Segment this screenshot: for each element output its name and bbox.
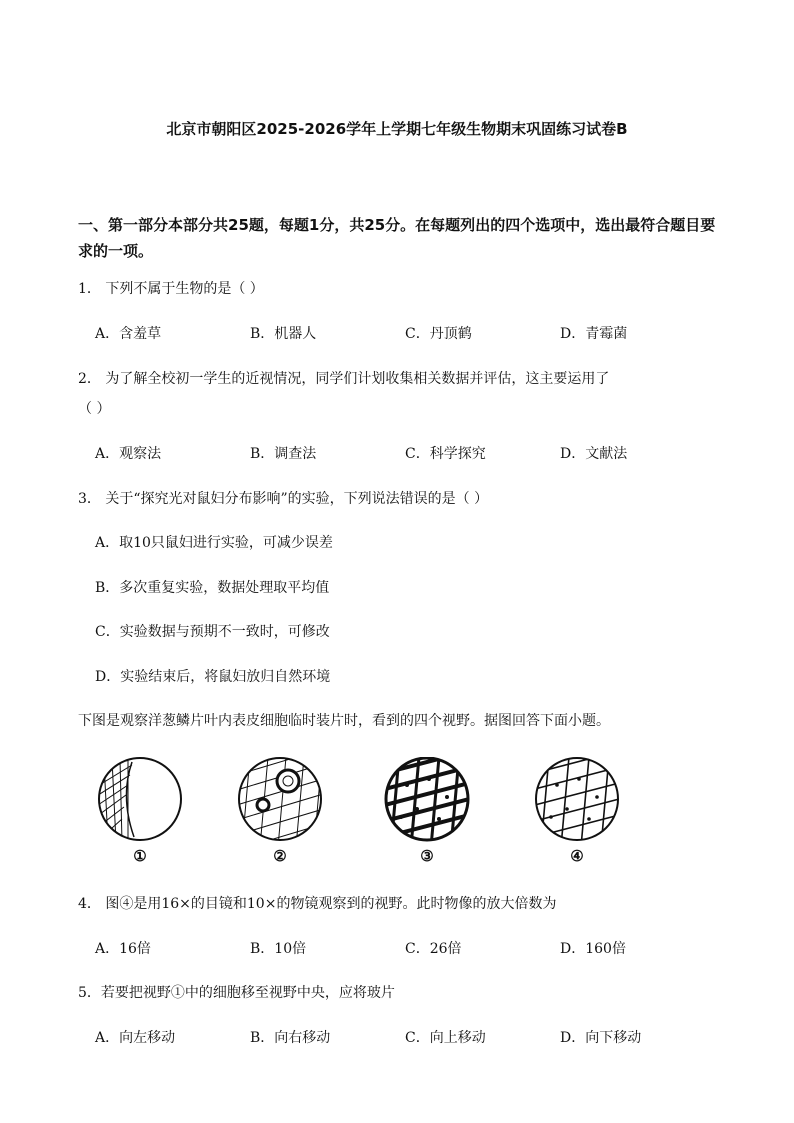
q2-option-d[interactable]: D．文献法 bbox=[560, 446, 628, 462]
field-of-view-4 bbox=[527, 757, 627, 867]
field-of-view-2 bbox=[230, 757, 330, 867]
question-2-stem: 2． 为了解全校初一学生的近视情况，同学们计划收集相关数据并评估，这主要运用了 bbox=[78, 371, 610, 387]
q4-option-b[interactable]: B．10倍 bbox=[250, 941, 307, 957]
q2-option-a[interactable]: A．观察法 bbox=[95, 446, 162, 462]
q3-option-a[interactable]: A．取10只鼠妇进行实验，可减少误差 bbox=[95, 535, 333, 551]
question-5-options bbox=[95, 1027, 695, 1049]
question-5-stem: 5．若要把视野①中的细胞移至视野中央，应将玻片 bbox=[78, 985, 395, 1001]
question-4-options bbox=[95, 938, 695, 960]
q4-option-c[interactable]: C．26倍 bbox=[405, 941, 462, 957]
microscope-fields-figure bbox=[90, 757, 630, 867]
q4-option-a[interactable]: A．16倍 bbox=[95, 941, 151, 957]
q5-option-b[interactable]: B．向右移动 bbox=[250, 1030, 331, 1046]
figure-intro-text: 下图是观察洋葱鳞片叶内表皮细胞临时装片时，看到的四个视野。据图回答下面小题。 bbox=[78, 713, 610, 729]
q1-option-c[interactable]: C．丹顶鹤 bbox=[405, 326, 472, 342]
question-3-stem: 3． 关于“探究光对鼠妇分布影响”的实验，下列说法错误的是（ ） bbox=[78, 491, 489, 507]
q4-option-d[interactable]: D．160倍 bbox=[560, 941, 626, 957]
q2-option-c[interactable]: C．科学探究 bbox=[405, 446, 486, 462]
question-2-stem-cont: （ ） bbox=[78, 401, 111, 417]
question-4-stem: 4． 图④是用16×的目镜和10×的物镜观察到的视野。此时物像的放大倍数为 bbox=[78, 896, 557, 912]
field-of-view-3 bbox=[377, 757, 477, 867]
q5-option-d[interactable]: D．向下移动 bbox=[560, 1030, 642, 1046]
section-instructions: 一、第一部分本部分共25题，每题1分，共25分。在每题列出的四个选项中，选出最符合题目要求的一项。 bbox=[78, 216, 716, 260]
figure-label-1: ① bbox=[133, 847, 147, 865]
q5-option-a[interactable]: A．向左移动 bbox=[95, 1030, 176, 1046]
q3-option-c[interactable]: C．实验数据与预期不一致时，可修改 bbox=[95, 624, 330, 640]
q1-option-a[interactable]: A．含羞草 bbox=[95, 326, 162, 342]
q1-option-d[interactable]: D．青霉菌 bbox=[560, 326, 628, 342]
figure-label-3: ③ bbox=[420, 847, 434, 865]
q3-option-b[interactable]: B．多次重复实验，数据处理取平均值 bbox=[95, 580, 330, 596]
q1-option-b[interactable]: B．机器人 bbox=[250, 326, 317, 342]
question-1-stem: 1． 下列不属于生物的是（ ） bbox=[78, 281, 264, 297]
figure-label-4: ④ bbox=[570, 847, 584, 865]
q2-option-b[interactable]: B．调查法 bbox=[250, 446, 317, 462]
q3-option-d[interactable]: D．实验结束后，将鼠妇放归自然环境 bbox=[95, 669, 331, 685]
page-title: 北京市朝阳区2025-2026学年上学期七年级生物期末巩固练习试卷B bbox=[166, 120, 628, 138]
question-2-options bbox=[95, 443, 695, 465]
figure-label-2: ② bbox=[273, 847, 287, 865]
question-1-options bbox=[95, 323, 695, 345]
field-of-view-1 bbox=[90, 757, 190, 867]
q5-option-c[interactable]: C．向上移动 bbox=[405, 1030, 486, 1046]
